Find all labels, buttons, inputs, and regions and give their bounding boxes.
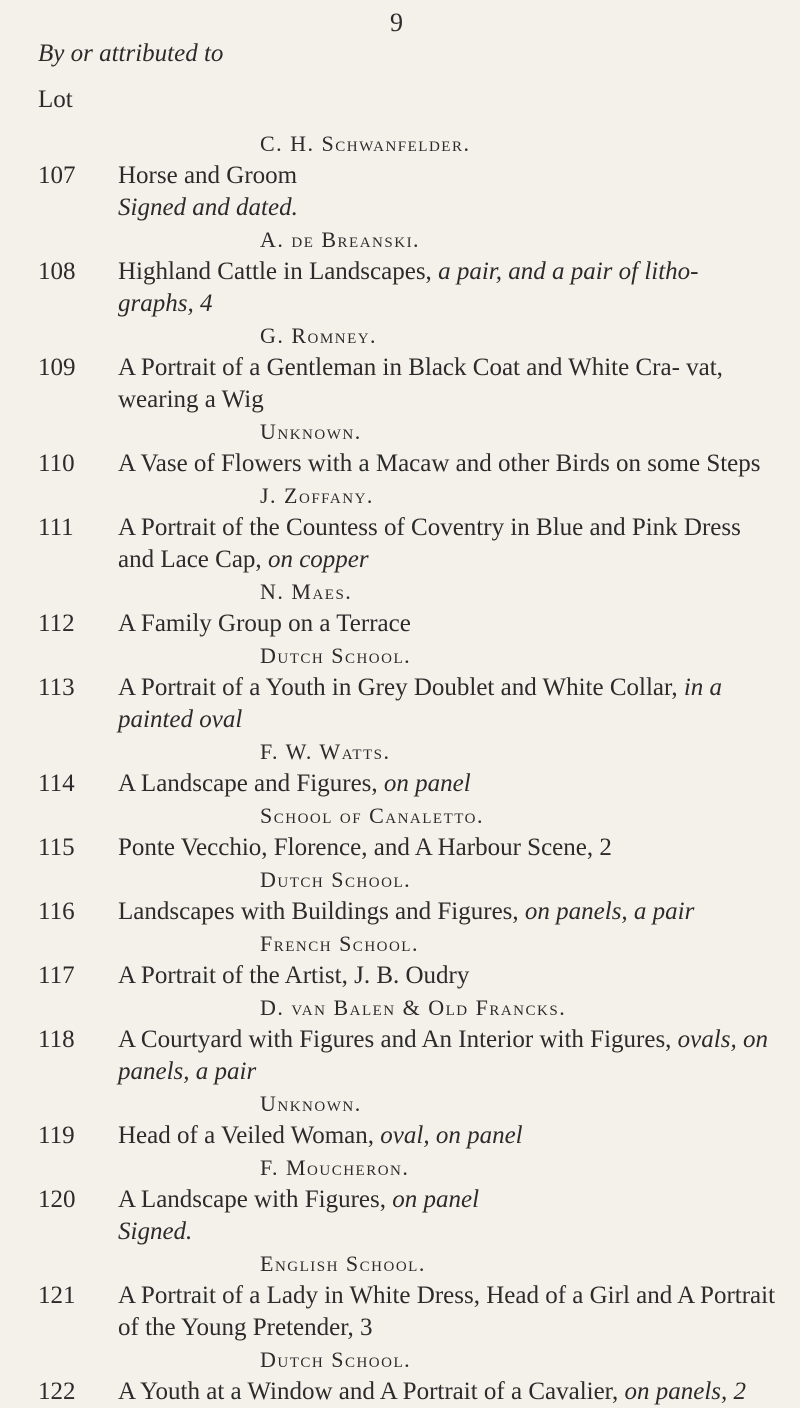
description-note: on panel: [392, 1186, 480, 1213]
lot-description: [118, 672, 778, 736]
catalogue-entry: [0, 800, 800, 864]
description-text: A Courtyard with Figures and An Interior with Figures,: [118, 1026, 678, 1053]
lot-number: 115: [38, 834, 75, 861]
description-note: oval, on panel: [380, 1122, 523, 1149]
description-text: A Portrait of the Artist, J. B. Oudry: [118, 962, 470, 989]
lot-number: 117: [38, 962, 75, 989]
lot-row: [0, 160, 800, 224]
lot-description: [118, 896, 778, 928]
description-note: on panels, 2: [624, 1378, 747, 1405]
lot-number: 109: [38, 354, 76, 381]
artist-name: School of Canaletto.: [260, 803, 484, 828]
description-text: Ponte Vecchio, Florence, and A Harbour Scene, 2: [118, 834, 612, 861]
artist-name: F. Moucheron.: [260, 1155, 410, 1180]
lot-description: [118, 1376, 778, 1408]
lot-description: [118, 768, 778, 800]
lot-number: 120: [38, 1186, 76, 1213]
catalogue-entry: [0, 992, 800, 1088]
lot-row: [0, 352, 800, 416]
lot-description: [118, 1184, 778, 1216]
description-text: A Family Group on a Terrace: [118, 610, 411, 637]
catalogue-entry: [0, 1152, 800, 1248]
catalogue-entry: [0, 640, 800, 736]
catalogue-entries: [0, 128, 800, 1408]
catalogue-entry: [0, 736, 800, 800]
artist-name: Dutch School.: [260, 1347, 412, 1372]
artist-name: C. H. Schwanfelder.: [260, 131, 471, 156]
lot-row: [0, 960, 800, 992]
description-text: A Portrait of a Lady in White Dress, Head of a Girl and A Portrait of the Young Pretender, 3: [118, 1282, 776, 1341]
lot-description: [118, 832, 778, 864]
artist-name: D. van Balen & Old Francks.: [260, 995, 567, 1020]
lot-description: [118, 256, 778, 320]
lot-description: [118, 1120, 778, 1152]
lot-extra: Signed and dated.: [118, 194, 298, 221]
description-text: A Portrait of a Youth in Grey Doublet and White Collar,: [118, 674, 684, 701]
lot-description: [118, 352, 778, 416]
description-text: A Portrait of a Gentleman in Black Coat and White Cra- vat, wearing a Wig: [118, 354, 723, 413]
lot-row: [0, 896, 800, 928]
artist-name: Dutch School.: [260, 643, 412, 668]
artist-name: Unknown.: [260, 419, 362, 444]
catalogue-entry: [0, 928, 800, 992]
catalogue-entry: [0, 480, 800, 576]
description-text: A Landscape and Figures,: [118, 770, 384, 797]
catalogue-entry: [0, 320, 800, 416]
lot-number: 108: [38, 258, 76, 285]
description-text: A Landscape with Figures,: [118, 1186, 393, 1213]
lot-row: [0, 672, 800, 736]
lot-row: [0, 1024, 800, 1088]
lot-number: 112: [38, 610, 75, 637]
lot-description: [118, 960, 778, 992]
description-note: on panel: [383, 770, 471, 797]
description-note: in a painted oval: [118, 674, 723, 733]
lot-number: 122: [38, 1378, 76, 1405]
description-text: A Portrait of the Countess of Coventry in Blue and Pink Dress and Lace Cap,: [118, 514, 741, 573]
lot-row: [0, 768, 800, 800]
description-note: on panels, a pair: [524, 898, 695, 925]
description-text: Highland Cattle in Landscapes,: [118, 258, 439, 285]
lot-row: [0, 608, 800, 640]
artist-name: G. Romney.: [260, 323, 378, 348]
artist-name: Unknown.: [260, 1091, 362, 1116]
catalogue-entry: [0, 576, 800, 640]
lot-number: 116: [38, 898, 75, 925]
lot-number: 119: [38, 1122, 75, 1149]
description-text: A Youth at a Window and A Portrait of a Cavalier,: [118, 1378, 625, 1405]
lot-description: [118, 1024, 778, 1088]
lot-row: [0, 512, 800, 576]
artist-name: J. Zoffany.: [260, 483, 374, 508]
description-text: Horse and Groom: [118, 162, 298, 189]
artist-name: A. de Breanski.: [260, 227, 421, 252]
lot-row: [0, 1376, 800, 1408]
lot-row: [0, 1184, 800, 1248]
description-text: Landscapes with Buildings and Figures,: [118, 898, 525, 925]
lot-row: [0, 832, 800, 864]
lot-description: [118, 1280, 778, 1344]
description-text: Head of a Veiled Woman,: [118, 1122, 381, 1149]
lot-row: [0, 1280, 800, 1344]
lot-description: [118, 512, 778, 576]
description-note: on copper: [267, 546, 369, 573]
catalogue-entry: [0, 224, 800, 320]
page-heading: By or attributed to: [38, 40, 224, 67]
page-number: 9: [390, 8, 403, 37]
lot-description: [118, 160, 778, 192]
lot-column-label: Lot: [38, 86, 73, 113]
artist-name: English School.: [260, 1251, 426, 1276]
artist-name: French School.: [260, 931, 419, 956]
artist-name: Dutch School.: [260, 867, 412, 892]
lot-description: [118, 448, 778, 480]
lot-row: [0, 1120, 800, 1152]
artist-name: F. W. Watts.: [260, 739, 391, 764]
catalogue-entry: [0, 1088, 800, 1152]
lot-number: 114: [38, 770, 75, 797]
lot-number: 121: [38, 1282, 76, 1309]
lot-number: 110: [38, 450, 75, 477]
description-text: A Vase of Flowers with a Macaw and other Birds on some Steps: [118, 450, 761, 477]
lot-extra: Signed.: [118, 1218, 193, 1245]
lot-description: [118, 608, 778, 640]
lot-number: 118: [38, 1026, 75, 1053]
description-note: a pair, and a pair of litho- graphs, 4: [118, 258, 699, 317]
lot-number: 107: [38, 162, 76, 189]
lot-number: 111: [38, 514, 74, 541]
catalogue-entry: [0, 864, 800, 928]
catalogue-entry: [0, 416, 800, 480]
artist-name: N. Maes.: [260, 579, 353, 604]
catalogue-entry: [0, 1248, 800, 1344]
lot-row: [0, 448, 800, 480]
catalogue-entry: [0, 128, 800, 224]
lot-number: 113: [38, 674, 75, 701]
description-note: ovals, on panels, a pair: [118, 1026, 768, 1085]
catalogue-entry: [0, 1344, 800, 1408]
lot-row: [0, 256, 800, 320]
